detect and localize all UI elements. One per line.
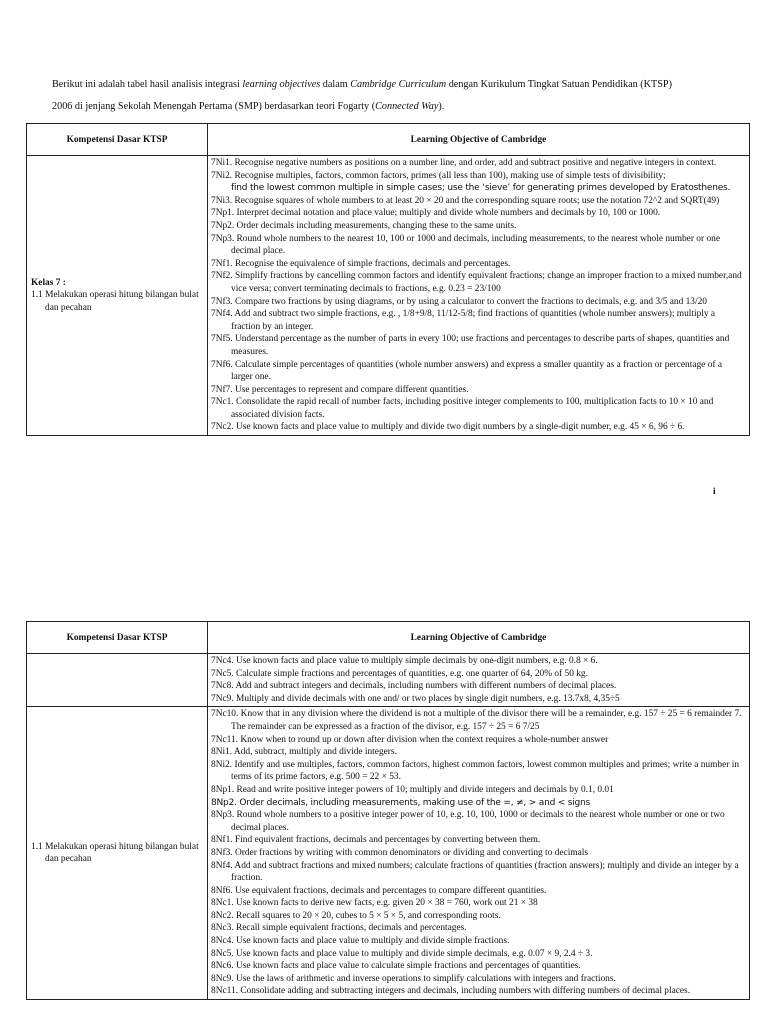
intro-text-4: 2006 di jenjang Sekolah Menengah Pertama (SMP) berdasarkan teori Fogarty ( [52, 101, 376, 112]
analysis-table-2 [26, 621, 750, 1000]
objective-item: 7Ni3. Recognise squares of whole numbers to at least 20 × 20 and the corresponding square roots; use the notation 72^2 and SQRT(49) [211, 195, 720, 206]
kompetensi-item: 1.1 Melakukan operasi hitung bilangan bulat dan pecahan [31, 841, 199, 865]
objective-item: 7Ni1. Recognise negative numbers as positions on a number line, and order, add and subtract positive and negative integers in context. [211, 158, 717, 168]
objective-item: 7Np1. Interpret decimal notation and place value; multiply and divide whole numbers and decimals by 10, 100 or 1000. [211, 208, 661, 219]
objective-item: 7Nf5. Understand percentage as the number of parts in every 100; use fractions and percentages to describe parts of shapes, quantities and measures. [211, 334, 730, 357]
intro-text-5: ). [438, 101, 445, 112]
intro-paragraph [52, 74, 732, 118]
intro-text-2: dalam [320, 79, 351, 90]
header-kompetensi: Kompetensi Dasar KTSP [27, 622, 208, 654]
table-row [27, 654, 750, 707]
objective-item: 7Nf1. Recognise the equivalence of simple fractions, decimals and percentages. [211, 258, 511, 269]
objective-item: 8Nc5. Use known facts and place value to multiply and divide simple decimals, e.g. 0.07 × 9, 2.4 ÷ 3. [211, 948, 593, 959]
objective-item: 7Nc8. Add and subtract integers and decimals, including numbers with different numbers of decimal places. [211, 681, 617, 692]
objective-item: 8Nc6. Use known facts and place value to calculate simple fractions and percentages of quantities. [211, 961, 581, 972]
objective-item: 8Nf4. Add and subtract fractions and mixed numbers; calculate fractions of quantities (fraction answers); multiply and divide an integer by a fraction. [211, 860, 739, 884]
intro-italic-3: Connected Way [375, 101, 439, 112]
objective-item: 8Np1. Read and write positive integer powers of 10; multiply and divide integers and decimals by 0.1, 0.01 [211, 784, 614, 795]
objective-item: 7Nf2. Simplify fractions by cancelling common factors and identify equivalent fractions; change an improper fraction to a mixed number,and vice versa; convert terminating decimals to fractions, e.g. 0.23 = 23/100 [211, 271, 742, 294]
objective-item: 8Ni2. Identify and use multiples, factors, common factors, highest common factors, lowest common multiples and primes; write a number in terms of its prime factors, e.g. 500 = 22 × 53. [211, 759, 740, 783]
table-row [27, 156, 750, 436]
objective-item: 8Ni1. Add, subtract, multiply and divide integers. [211, 747, 397, 758]
objective-item: 8Np2. Order decimals, including measurements, making use of the =, ≠, > and < signs [211, 797, 591, 808]
objective-item: 7Nf3. Compare two fractions by using diagrams, or by using a calculator to convert the fractions to decimals, e.g. and 3/5 and 13/20 [211, 296, 707, 307]
objective-item: 8Nf3. Order fractions by writing with common denominators or dividing and converting to decimals [211, 847, 589, 858]
table-row [27, 707, 750, 1000]
analysis-table-1 [26, 123, 750, 436]
table-header-row [27, 622, 750, 654]
objective-item: 7Nc5. Calculate simple fractions and percentages of quantities, e.g. one quarter of 64, 20% of 50 kg. [211, 668, 588, 679]
objectives-cell [208, 654, 750, 707]
kompetensi-cell [27, 707, 208, 1000]
kompetensi-item: 1.1 Melakukan operasi hitung bilangan bulat dan pecahan [31, 290, 199, 313]
objective-item: 8Nf1. Find equivalent fractions, decimals and percentages by converting between them. [211, 835, 541, 846]
objective-item: 8Nf6. Use equivalent fractions, decimals and percentages to compare different quantities. [211, 885, 547, 896]
header-learning-objective: Learning Objective of Cambridge [208, 124, 750, 156]
kompetensi-cell [27, 156, 208, 436]
kompetensi-cell-empty [27, 654, 208, 707]
objective-item: 7Ni2. Recognise multiples, factors, common factors, primes (all less than 100), making use of simple tests of divisibility; [211, 170, 666, 181]
objective-item: 8Nc11. Consolidate adding and subtracting integers and decimals, including numbers with differing numbers of decimal places. [211, 986, 691, 997]
objective-item: 7Nc1. Consolidate the rapid recall of number facts, including positive integer complements to 100, multiplication facts to 10 × 10 and associated division facts. [211, 397, 714, 420]
intro-italic-1: learning objectives [242, 79, 321, 90]
objective-item: 7Nc4. Use known facts and place value to multiply simple decimals by one-digit numbers, e.g. 0.8 × 6. [211, 656, 598, 666]
objective-item: 8Nc3. Recall simple equivalent fractions, decimals and percentages. [211, 923, 467, 934]
objective-item: 7Nc10. Know that in any division where the dividend is not a multiple of the divisor there will be a remainder, e.g. 157 ÷ 25 = 6 remainder 7. The remainder can be expressed as a fraction of the divisor, e.g. 157 ÷ 25 = 6 7/25 [211, 709, 742, 732]
page-number: i [713, 487, 716, 497]
objective-item: 7Nc9. Multiply and divide decimals with one and/ or two places by single digit numbers, e.g. 13.7x8, 4,35÷5 [211, 693, 620, 704]
objective-item: 7Nc11. Know when to round up or down after division when the context requires a whole-number answer [211, 734, 609, 745]
objective-item: 7Np3. Round whole numbers to the nearest 10, 100 or 1000 and decimals, including measurements, to the nearest whole number or one decimal place. [211, 233, 720, 257]
objective-item: 7Np2. Order decimals including measurements, changing these to the same units. [211, 220, 517, 231]
objective-item: 7Nf7. Use percentages to represent and compare different quantities. [211, 384, 469, 395]
objective-item: find the lowest common multiple in simple cases; use the ‘sieve’ for generating primes developed by Eratosthenes. [231, 183, 731, 194]
intro-text-3: dengan Kurikulum Tingkat Satuan Pendidikan (KTSP) [446, 79, 672, 90]
intro-text-1: Berikut ini adalah tabel hasil analisis integrasi [52, 79, 243, 90]
header-kompetensi: Kompetensi Dasar KTSP [27, 124, 208, 156]
kelas-label: Kelas 7 : [31, 277, 66, 288]
objective-item: 8Nc1. Use known facts to derive new facts, e.g. given 20 × 38 = 760, work out 21 × 38 [211, 898, 538, 909]
objective-item: 7Nf4. Add and subtract two simple fractions, e.g. , 1/8+9/8, 11/12-5/8; find fractions of quantities (whole number answers); multiply a fraction by an integer. [211, 309, 716, 332]
table-header-row [27, 124, 750, 156]
header-learning-objective: Learning Objective of Cambridge [208, 622, 750, 654]
objective-item: 7Nc2. Use known facts and place value to multiply and divide two digit numbers by a single-digit number, e.g. 45 × 6, 96 ÷ 6. [211, 422, 685, 433]
objectives-cell [208, 707, 750, 1000]
objective-item: 8Nc4. Use known facts and place value to multiply and divide simple fractions. [211, 936, 510, 947]
objective-item: 8Nc9. Use the laws of arithmetic and inverse operations to simplify calculations with integers and fractions. [211, 973, 616, 984]
intro-italic-2: Cambridge Curriculum [350, 79, 447, 90]
objectives-cell [208, 156, 750, 436]
objective-item: 7Nf6. Calculate simple percentages of quantities (whole number answers) and express a smaller quantity as a fraction or percentage of a larger one. [211, 359, 723, 383]
objective-item: 8Nc2. Recall squares to 20 × 20, cubes to 5 × 5 × 5, and corresponding roots. [211, 910, 501, 921]
objective-item: 8Np3. Round whole numbers to a positive integer power of 10, e.g. 10, 100, 1000 or decimals to the nearest whole number or one or two decimal places. [211, 810, 725, 833]
